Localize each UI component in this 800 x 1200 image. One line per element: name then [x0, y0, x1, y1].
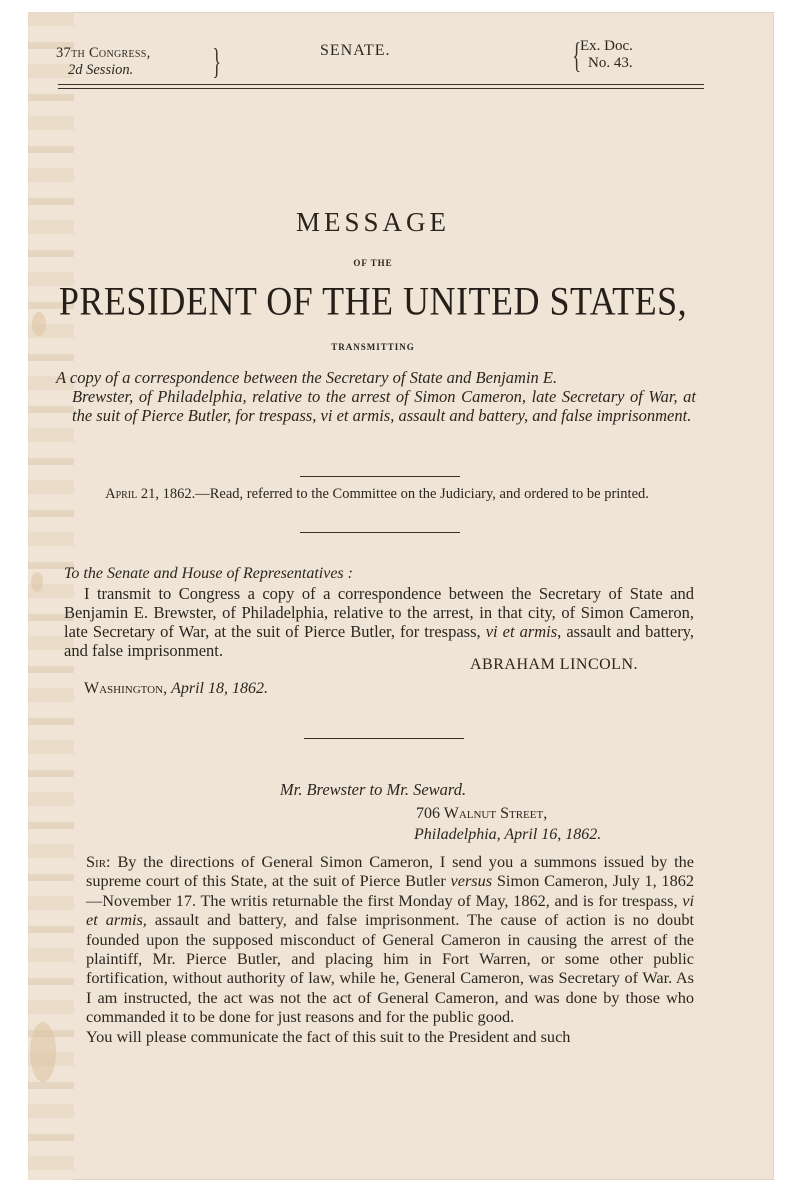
message-dateline	[84, 680, 268, 698]
age-stain	[31, 572, 43, 592]
letter-street-address: 706 Walnut Street,	[416, 805, 548, 822]
message-address: To the Senate and House of Representatives :	[64, 565, 353, 582]
letter-paragraph: You will please communicate the fact of this suit to the President and such	[86, 1026, 571, 1046]
message-text-part: I transmit to Congress a copy of a correspondence between the Secretary of State and Benjamin E. Brewster, of Philadelphia, relative to the arrest, in that city, of Simon Cameron, late Secretary of War, at the suit of Pierce Butler, for trespass,	[64, 584, 694, 641]
correspondence-heading: Mr. Brewster to Mr. Seward.	[279, 780, 467, 799]
message-latin-phrase: vi et armis	[485, 622, 558, 641]
title-of-the: OF THE	[353, 258, 393, 268]
congress-number: 37th Congress,	[56, 45, 151, 61]
doc-number: No. 43.	[588, 55, 633, 71]
referral-date: April 21, 1862.	[105, 486, 196, 502]
message-text	[64, 584, 694, 660]
letter-paragraph: Sir: By the directions of General Simon Cameron, I send you a summons issued by the supreme court of this State, at the suit of Pierce Butler versus Simon Cameron, July 1, 1862—November 17. The writis returnable the first Monday of May, 1862, and is for trespass, vi et armis, assault and battery, and false imprisonment. The cause of action is no doubt founded upon the supposed misconduct of General Cameron in causing the arrest of the plaintiff, Mr. Pierce Butler, and placing him in Fort Warren, or some other public fortification, without authority of law, while he, General Cameron, was Secretary of War. As I am instructed, the act was not the act of General Cameron, and was done by those who commanded it to be done for just reasons and for the public good.	[86, 852, 695, 1027]
referral-note	[62, 485, 692, 503]
doc-type: Ex. Doc.	[580, 38, 633, 54]
divider-rule	[304, 738, 464, 739]
summary-first-line: A copy of a correspondence between the Secretary of State and Benjamin E.	[56, 368, 558, 387]
dateline-place: Washington,	[84, 680, 172, 697]
document-number-label	[572, 35, 633, 75]
salutation: Sir:	[86, 852, 111, 871]
referral-text: —Read, referred to the Committee on the Judiciary, and ordered to be printed.	[195, 486, 649, 502]
dateline-date: April 18, 1862.	[171, 680, 268, 697]
summary-continuation: Brewster, of Philadelphia, relative to the arrest of Simon Cameron, late Secretary of War, at the suit of Pierce Butler, for trespass, vi et armis, assault and battery, and false imprisonment.	[72, 387, 696, 425]
divider-rule	[300, 532, 460, 533]
title-president: PRESIDENT OF THE UNITED STATES,	[58, 278, 688, 324]
signature-name: ABRAHAM LINCOLN.	[470, 656, 638, 673]
age-stain	[30, 1022, 56, 1082]
letter-city-date: Philadelphia, April 16, 1862.	[414, 826, 602, 843]
left-brace: {	[572, 35, 581, 75]
chamber-label: SENATE.	[320, 42, 391, 59]
document-summary	[56, 368, 696, 425]
title-transmitting: TRANSMITTING	[331, 342, 415, 352]
divider-rule	[300, 476, 460, 477]
session-number: 2d Session.	[68, 62, 134, 78]
title-message: MESSAGE	[295, 207, 451, 237]
letter-body	[66, 852, 694, 1046]
congress-session-label	[56, 41, 221, 81]
message-text-part: , assault and battery, and false imprisonment.	[64, 622, 694, 660]
header-rule	[58, 84, 704, 89]
right-brace: }	[212, 41, 221, 81]
